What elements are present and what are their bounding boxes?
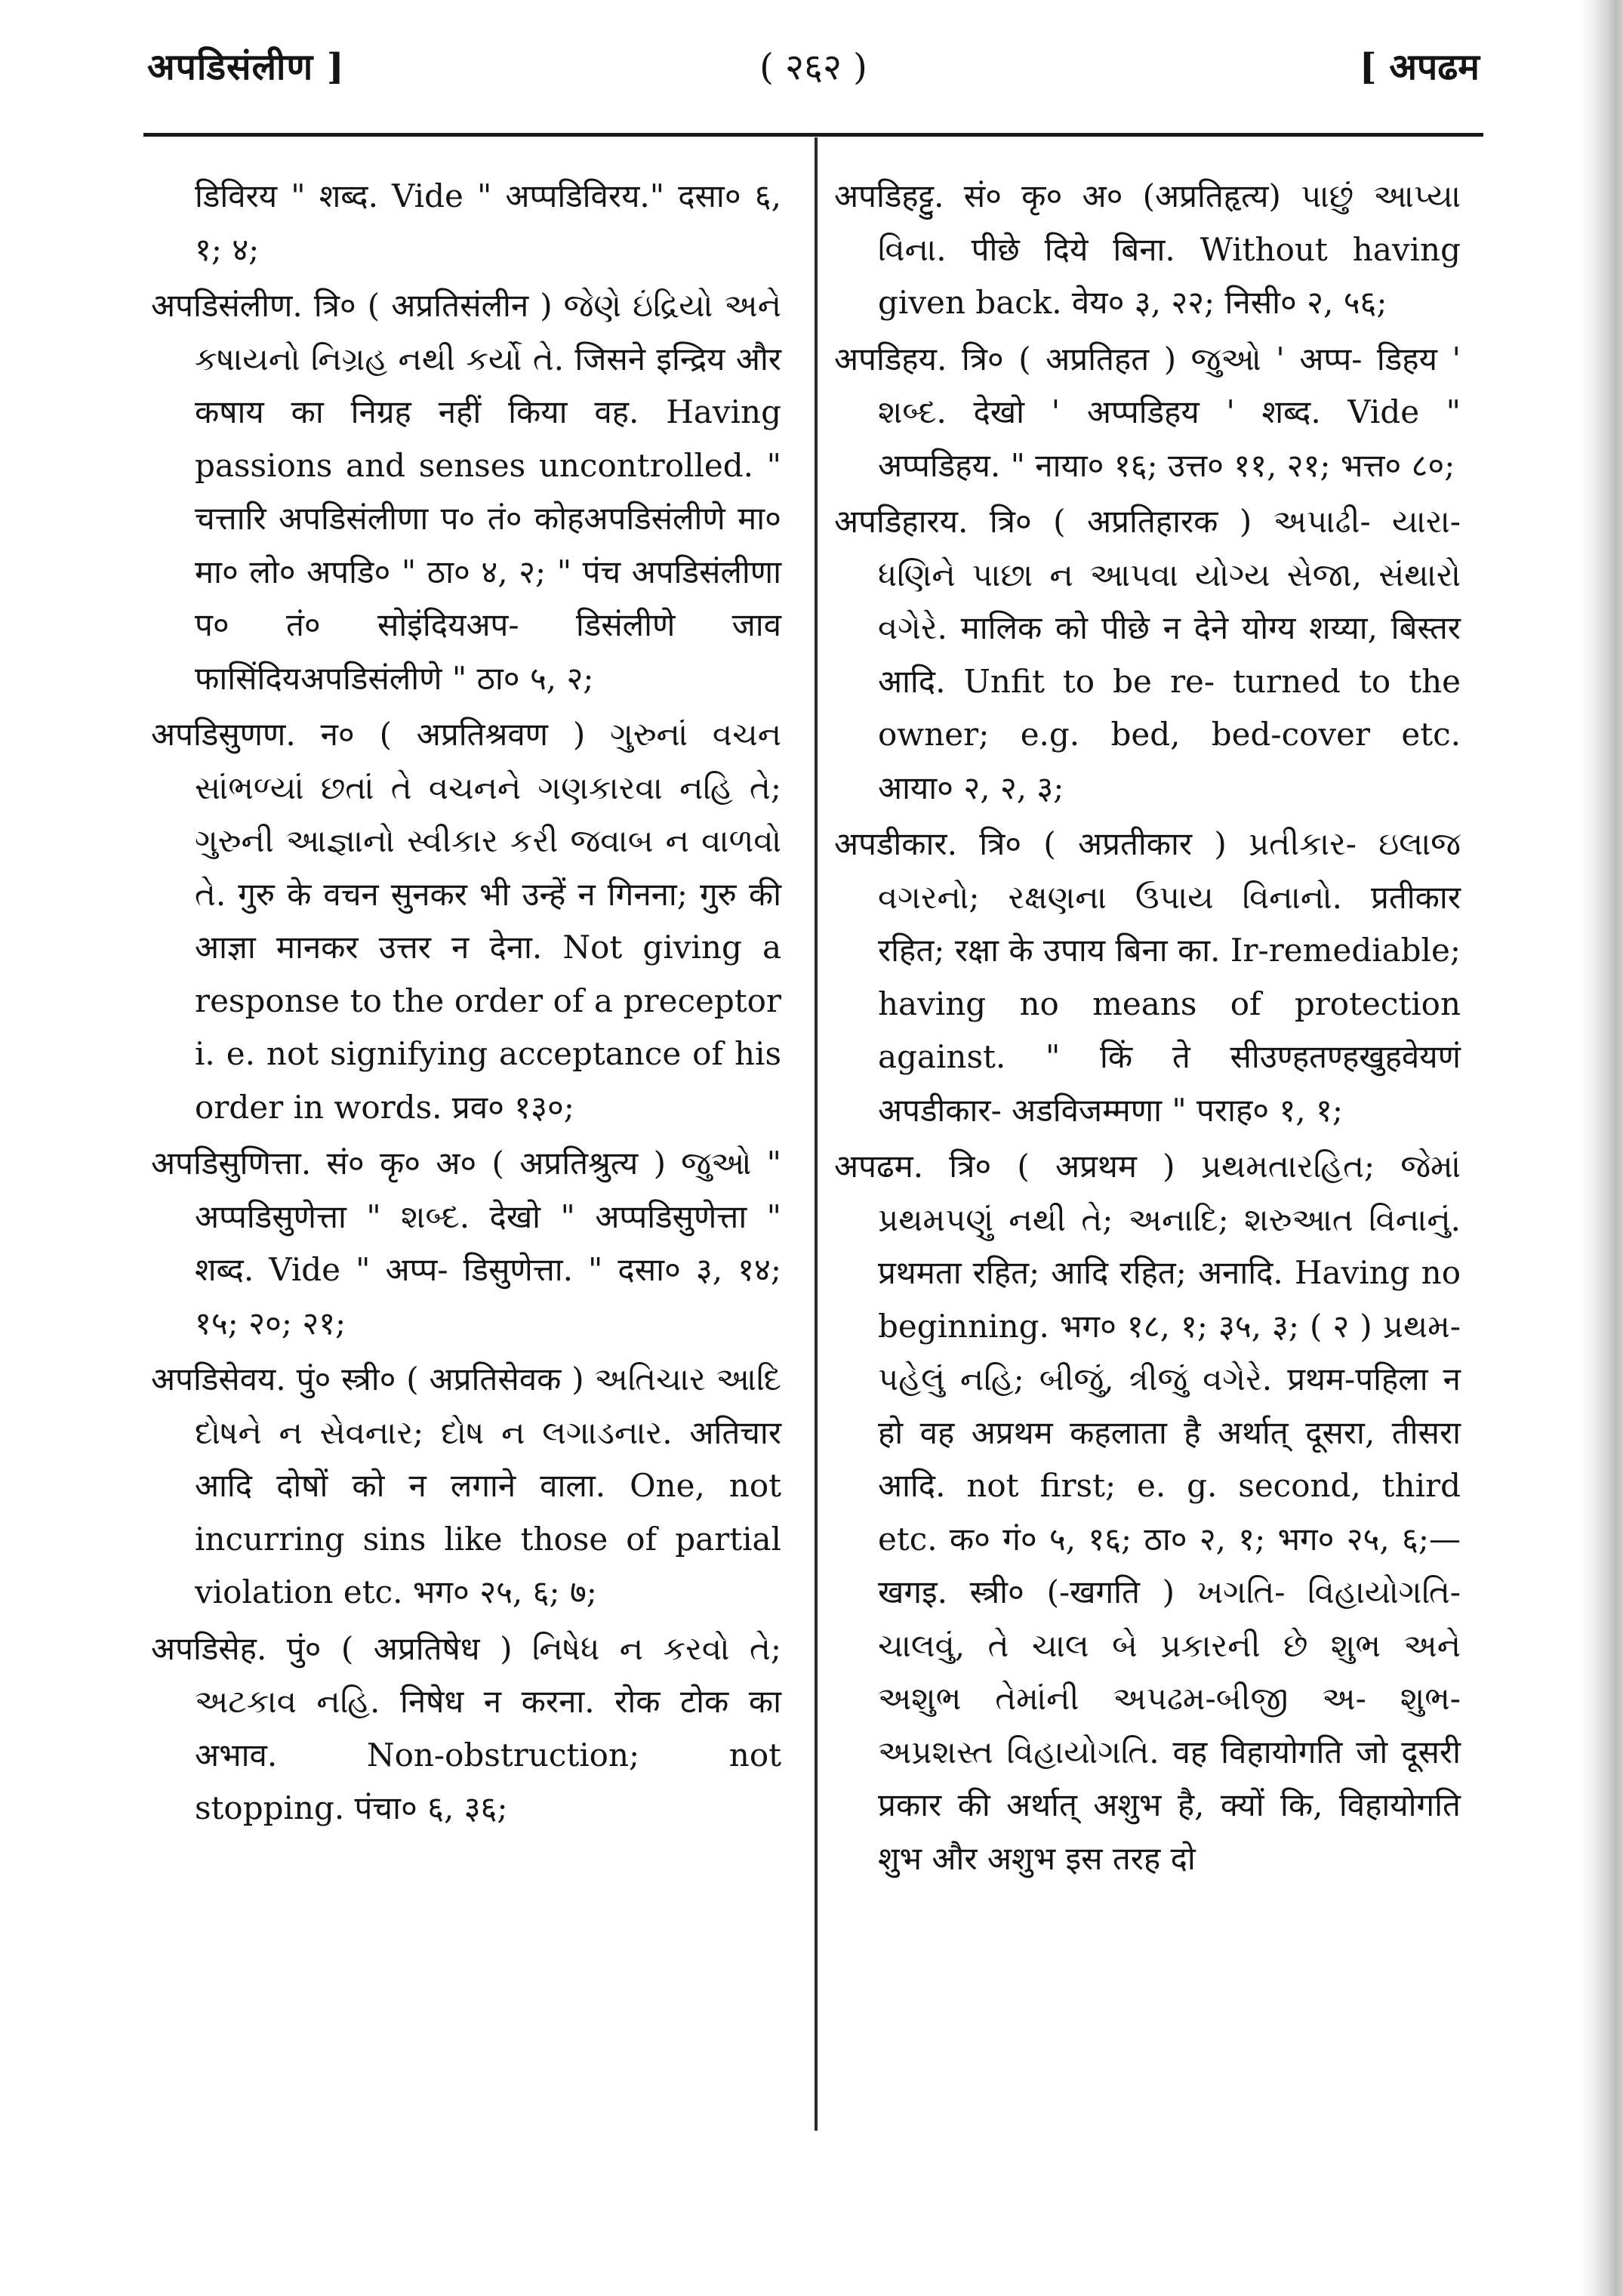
header-first-headword: अपडिसंलीण ] [147,46,345,88]
header-rule [143,133,1483,137]
entry-apadhama: अपढम. त्रि० ( अप्रथम ) પ્રથમતારહિત; જેમાં પ્રથમપણું નથી તે; અનાદિ; શરુઆત વિનાનું. प्रथमता रहित; आदि रहित; अनादि. Having no beginning. भग० १८, १; ३५, ३; ( २ ) પ્રથમ-પહેલું નહિ; બીજું, ત્રીજું વગેરે. प्रथम-पहिला न हो वह अप्रथम कहलाता है अर्थात् दूसरा, तीसरा आदि. not first; e. g. second, third etc. क० गं० ५, १६; ठा० २, १; भग० २५, ६;—खगइ. स्त्री० (-खगति ) ખગતિ- વિહાયોગતિ-ચાલવું, તે ચાલ બે પ્રકારની છે શુભ અને અશુભ તેમાંની અપઢમ-બીજી અ- શુભ-અપ્રશસ્ત વિહાયોગતિ. वह विहायोगति जो दूसरी प्रकार की अर्थात् अशुभ है, क्यों कि, विहायोगति शुभ और अशुभ इस तरह दो [834,1148,1461,1877]
entry-apadiseha: अपडिसेह. पुं० ( अप्रतिषेध ) નિષેધ ન કરવો તે; અટકાવ નહિ. निषेध न करना. रोक टोक का अभाव. Non-obstruction; not stopping. पंचा० ६, ३६; [151,1629,781,1826]
entry-apadikara: अपडीकार. त्रि० ( अप्रतीकार ) પ્રતીકાર- ઇલાજ વગરનો; રક્ષણના ઉપાય વિનાનો. प्रतीकार रहित; रक्षा के उपाय बिना का. Ir-remediable; having no means of protection against. " किं ते सीउण्हतण्हखुहवेयणं अपडीकार- अडविजम्मणा " पराह० १, १; [834,825,1461,1129]
left-column [151,170,781,1835]
page-edge-shadow [1579,0,1623,2296]
header-last-headword: [ अपढम [1359,46,1480,88]
entry-apadisevaya: अपडिसेवय. पुं० स्त्री० ( अप्रतिसेवक ) અતિચાર આદિ દોષને ન સેવનાર; દોષ ન લગાડનાર. अतिचार आदि दोषों को न लगाने वाला. One, not incurring sins like those of partial violation etc. भग० २५, ६; ७; [151,1361,781,1610]
entry-apadisunitta: अपडिसुणित्ता. सं० कृ० अ० ( अप्रतिश्रुत्य ) જુઓ " अप्पडिसुणेत्ता " શબ્દ. देखो " अप्पडिसुणेत्ता " शब्द. Vide " अप्प- डिसुणेत्ता. " दसा० ३, १४; १५; २०; २१; [151,1145,781,1342]
column-divider [815,137,818,2131]
entry-apadiharaya: अपडिहारय. त्रि० ( अप्रतिहारक ) અપાઢી- યારા-ધણિને પાછા ન આપવા યોગ્ય સેજા, સંથારો વગેરે. मालिक को पीछे न देने योग्य शय्या, बिस्तर आदि. Unfit to be re- turned to the owner; e.g. bed, bed-cover etc. आया० २, २, ३; [834,503,1461,806]
entry-apadisamlina: अपडिसंलीण. त्रि० ( अप्रतिसंलीन ) જેણે ઇંદ્રિયો અને કષાયનો નિગ્રહ નથી કર્યો તે. जिसने इन्द्रिय और कषाय का निग्रह नहीं किया वह. Having passions and senses uncontrolled. " चत्तारि अपडिसंलीणा प० तं० कोहअपडिसंलीणे मा० मा० लो० अपडि० " ठा० ४, २; " पंच अपडिसंलीणा प० तं० सोइंदियअप- डिसंलीणे जाव फासिंदियअपडिसंलीणे " ठा० ५, २; [151,287,781,697]
entry-apadihaya: अपडिहय. त्रि० ( अप्रतिहत ) જુઓ ' अप्प- डिहय ' શબ્દ. देखो ' अप्पडिहय ' शब्द. Vide " अप्पडिहय. " नाया० १६; उत्त० ११, २१; भत्त० ८०; [834,340,1461,484]
entry-apadisunana: अपडिसुणण. न० ( अप्रतिश्रवण ) ગુરુનાં વચન સાંભળ્યાં છતાં તે વચનને ગણકારવા નહિ તે; ગુરુની આજ્ઞાનો સ્વીકાર કરી જવાબ ન વાળવો તે. गुरु के वचन सुनकर भी उन्हें न गिनना; गुरु की आज्ञा मानकर उत्तर न देना. Not giving a response to the order of a preceptor i. e. not signifying acceptance of his order in words. प्रव० १३०; [151,716,781,1126]
continued-entry: डिविरय " शब्द. Vide " अप्पडिविरय." दसा० ६, १; ४; [195,177,781,268]
entry-apadihattu: अपडिहट्टु. सं० कृ० अ० (अप्रतिहृत्य) પાછું આપ્યા વિના. पीछे दिये बिना. Without having given back. वेय० ३, २२; निसी० २, ५६; [834,177,1461,321]
page-number: ( २६२ ) [759,46,867,88]
right-column [834,170,1461,1885]
running-header [147,42,1480,102]
